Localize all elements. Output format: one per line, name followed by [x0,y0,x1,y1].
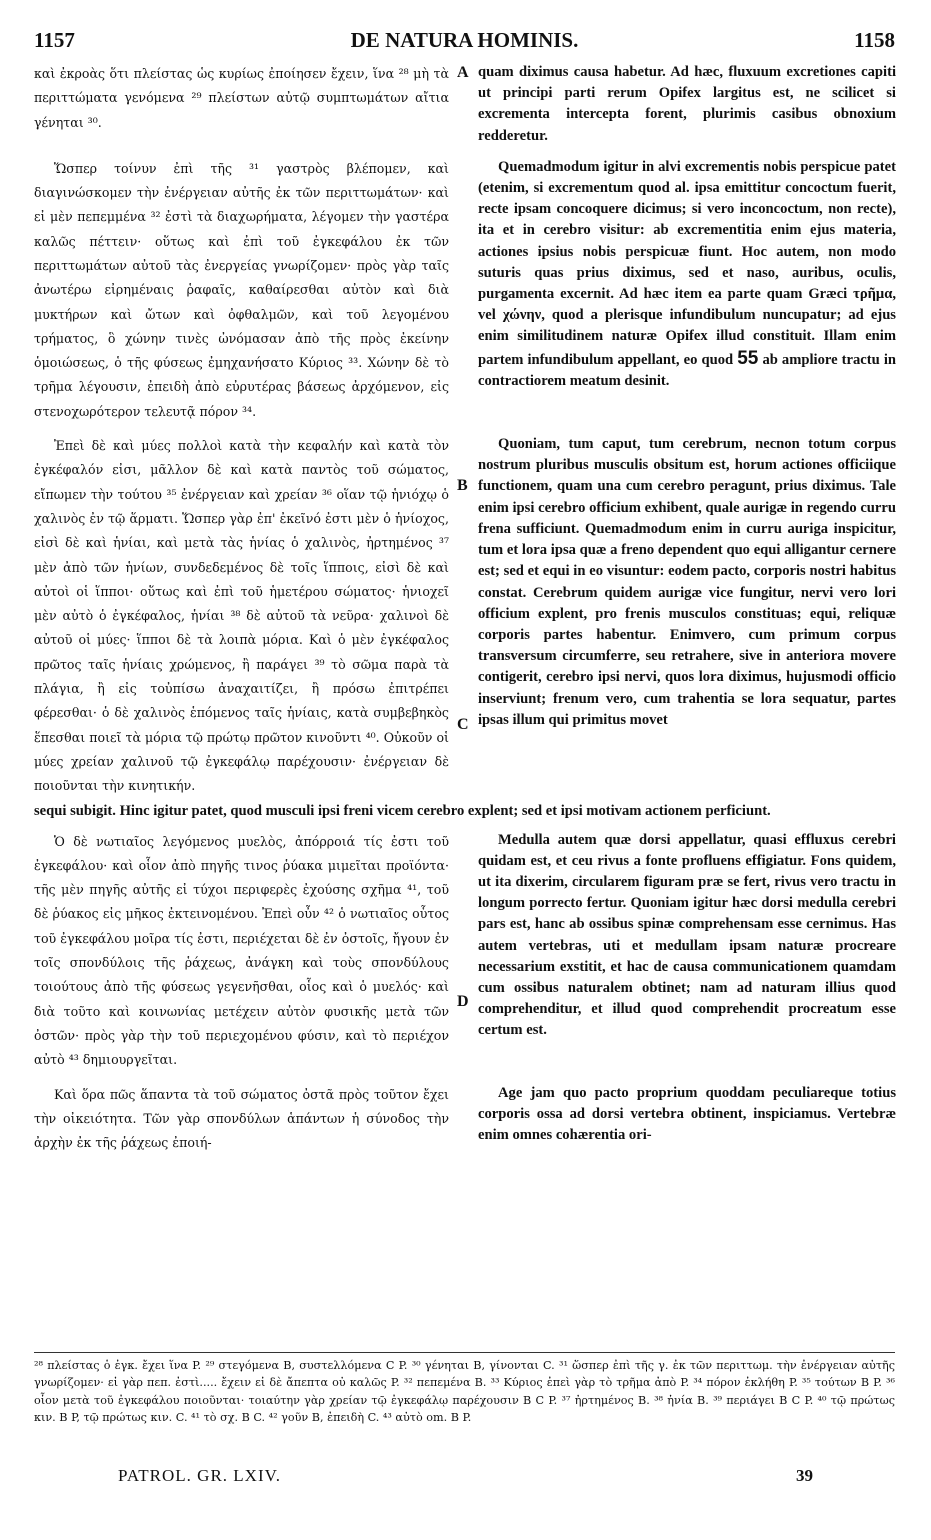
greek-column: Ὁ δὲ νωτιαῖος λεγόμενος μυελὸς, ἀπόρροιά τίς ἐστι τοῦ ἐγκεφάλου· καὶ οἷον ἀπὸ πηγῆς τινος ῥύακα μιμεῖται προϊόντα· τῆς μὲν πηγῆς αὐτῆς εἰ τύχοι περιφερὲς ἐχούσης σχῆμα ⁴¹, τοῦ δὲ ῥύακος εἰς μῆκος ἐκτεινομένου. Ἐπεὶ οὖν ⁴² ὁ νωτιαῖος οὗτος τοῦ ἐγκεφάλου μοῖρα τίς ἐστι, περιέχεται δὲ ἐν ὀστοῖς, ἤγουν ἐν τοῖς σπονδύλοις τῆς ῥάχεως, ἀνάγκη καὶ τοὺς σπονδύλους τοιούτους ἀπὸ τῆς φύσεως γεγενῆσθαι, οἷος καὶ ὁ μυελός· καὶ διὰ τοῦτο καὶ κοινωνίας μετέχειν αὐτὸν φυσικῆς μετὰ τῶν ὀστῶν· πρὸς γὰρ τὴν τοῦ περιεχομένου φύσιν, καὶ τὸ περιέχον αὐτὸ ⁴³ δημιουργεῖται. [34,833,449,1068]
latin-text-part: Quemadmodum igitur in alvi excrementis nobis perspicue patet (etenim, si excrementum quod al. ipsa emittitur concoctum fuerit, recte ipsam concoquere dicimus; si vero inconcoctum, non recte), ita et in cerebro visitur: ab excrementitia enim ejus materia, actiones ipsius nobis perspicuæ fiunt. Hoc autem, non modo suturis quas prius diximus, sed et naso, auribus, oculis, purgamenta excernit. Ad hæc item ea parte quam Græci τρῆμα, vel χώνην, quod a plerisque infundibulum nuncupatur; ad ejus enim similitudinem naturæ Opifex illud constituit. Illam enim partem infundibulum appellant, eo quod [478,158,896,368]
running-title: DE NATURA HOMINIS. [350,28,579,52]
section-marker-c: C [457,716,469,734]
latin-column: Quoniam, tum caput, tum cerebrum, necnon totum corpus nostrum pluribus musculis obsitum est, horum actiones officiique functionem, quam una cum cerebro peragunt, prius diximus. Tale enim ipsi cerebro officium exhibent, quale aurigæ in regendo curru frena sufficiunt. Quemadmodum enim in curru auriga inspicitur, tum et lora ipsa quæ a freno dependent quo equi alligantur cernere est; sed et equi in eo visuntur: eodem pacto, corporis nostri habitus constat. Cerebrum quidem aurigæ vice fungitur, nervi vero lori officium explent, pro frenis musculos constituas; equi, reliquæ corporis partes habentur. Enimvero, cum primum corpus transversum circumferre, seu retrahere, sive in anteriora movere contigerit, cerebro ipsi nervi, quos lora diximus, hujusmodi officio inserviunt; frenum vero, cum trahentia se lora sequatur, partes ipsas illum qui primitus movet [478,436,896,728]
latin-column: Medulla autem quæ dorsi appellatur, quasi effluxus cerebri quidam est, et ceu rivus a fonte profluens effigiatur. Fons quidem, ut ita dixerim, circularem figuram præ se fert, rivus vero tractu in longum porrecto fertur. Quoniam igitur hæc dorsi medulla cerebri pars est, hanc ab ossibus spinæ comprehensam esse cernimus. Has autem vertebras, uti et medullam ipsam naturæ procreare necessarium exstitit, et hac de causa communicationem quamdam cum ossibus naturalem obtinet; nam ad naturam illius quod comprehenditur, et illud quod comprehendit procreatum esse certum est. [478,831,896,1039]
section-marker-b: B [457,476,468,494]
paragraph-block-3 [34,434,896,798]
greek-column: Ὥσπερ τοίνυν ἐπὶ τῆς ³¹ γαστρὸς βλέπομεν, καὶ διαγινώσκομεν τὴν ἐνέργειαν αὐτῆς ἐκ τῶν περιττωμάτων· καὶ εἰ μὲν πεπεμμένα ³² ἐστὶ τὰ διαχωρήματα, λέγομεν τὴν γαστέρα καλῶς πέττειν· οὕτως καὶ ἐπὶ τοῦ ἐγκεφάλου ἐκ τῶν περιττωμάτων αὐτοῦ τὰς ἐνεργείας γνωρίζομεν· πρὸς γὰρ ταῖς ἀνωτέρω εἰρημέναις ῥαφαῖς, καθαίρεσθαι αὐτὸν καὶ διὰ μυκτήρων καὶ ὤτων καὶ ὀφθαλμῶν, καὶ τοῦ λεγομένου τρήματος, ὃ χώνην τινὲς ὠνόμασαν ἀπὸ τῆς πρὸς ἐκείνην ὁμοιώσεως, ὁ τῆς φύσεως ἐμηχανήσατο Κύριος ³³. Χώνην δὲ τὸ τρῆμα λέγουσιν, ἐπειδὴ ἀπὸ εὐρυτέρας βάσεως ἀρχόμενον, εἰς στενοχωρότερον τελευτᾷ πόρον ³⁴. [34,160,449,419]
page-header [34,28,895,58]
section-marker-d: D [457,992,469,1010]
full-width-line: sequi subigit. Hinc igitur patet, quod musculi ipsi freni vicem cerebro explent; sed et ipsi motivam actionem perficiunt. [34,802,771,819]
column-number-55: 55 [737,347,759,369]
greek-column: Καὶ ὅρα πῶς ἅπαντα τὰ τοῦ σώματος ὀστᾶ πρὸς τοῦτον ἔχει τὴν οἰκειότητα. Τῶν γὰρ σπονδύλων ἁπάντων ἡ σύνοδος τὴν ἀρχὴν ἐκ τῆς ῥάχεως ἐποιή- [34,1086,449,1151]
section-marker-a: A [457,64,469,81]
paragraph-block-1 [34,62,896,147]
volume-signature: PATROL. GR. LXIV. [118,1466,281,1485]
paragraph-block-2 [34,157,896,494]
sheet-number: 39 [796,1466,813,1485]
page-number-right: 1158 [854,28,895,52]
two-column-text [34,62,896,1155]
paragraph-block-5 [34,1083,896,1156]
paragraph-block-4 [34,830,896,1073]
greek-column: καὶ ἐκροὰς ὅτι πλείστας ὡς κυρίως ἐποίησεν ἔχειν, ἵνα ²⁸ μὴ τὰ περιττώματα γενόμενα ²⁹ πλείστων αὐτῷ συμπτωμάτων αἴτια γένηται ³⁰. [34,66,449,130]
latin-column: Age jam quo pacto proprium quoddam peculiareque totius corporis ossa ad dorsi vertebra obtinent, inspiciamus. Vertebræ enim omnes cohærentia ori- [478,1084,896,1143]
latin-column: quam diximus causa habetur. Ad hæc, fluxuum excretiones capiti ut principi parti rerum Opifex largitus est, ne scilicet si excrementa intercepta forent, plurimis casibus obnoxium redderetur. [478,64,896,144]
page-footer [118,1466,813,1496]
greek-column: Ἐπεὶ δὲ καὶ μύες πολλοὶ κατὰ τὴν κεφαλήν καὶ κατὰ τὸν ἐγκέφαλόν εἰσι, μᾶλλον δὲ καὶ κατὰ παντὸς τοῦ σώματος, εἴπωμεν τὴν τούτου ³⁵ ἐνέργειαν καὶ χρείαν ³⁶ οἵαν τῷ ἡνιόχῳ ὁ χαλινὸς ἐν τῷ ἅρματι. Ὥσπερ γὰρ ἐπ' ἐκεῖνό ἐστι μὲν ὁ ἡνίοχος, εἰσὶ δὲ καὶ ἡνίαι, καὶ μετὰ τὰς ἡνίας ὁ χαλινὸς, ἠρτημένος ³⁷ μὲν ἀπὸ τῶν ἡνίων, συνδεδεμένος δὲ τοῖς ἵπποις, εἰσὶ δὲ καὶ αὐτοὶ οἱ ἵπποι· οὕτως καὶ ἐπὶ τοῦ ἡμετέρου σώματος· ἡνιοχεῖ μὲν αὐτὸ ὁ ἐγκέφαλος, ἡνίαι ³⁸ δὲ αὐτοῦ τὰ νεῦρα· χαλινοὶ δὲ αὐτοῦ οἱ μύες· ἵπποι δὲ τὰ λοιπὰ μόρια. Καὶ ὁ μὲν ἐγκέφαλος πρῶτος ταῖς ἡνίαις χρώμενος, ἢ παράγει ³⁹ τὸ σῶμα παρὰ τὰ πλάγια, ἢ εἰς τοὐπίσω ἀναχαιτίζει, ἢ πρόσω ἐπιτρέπει φέρεσθαι· ὁ δὲ χαλινὸς ἑπόμενος ταῖς ἡνίαις, κατὰ συμβεβηκὸς ἕπεσθαι ποιεῖ τὰ μόρια τῷ πρώτῳ πρῶτον κινοῦντι ⁴⁰. Οὐκοῦν οἱ μύες χρείαν χαλινοῦ τῷ ἐγκεφάλῳ παρέχουσιν· ἐνέργειαν δὲ ποιοῦνται τὴν κινητικήν. [34,438,449,794]
latin-text-part: ab ampliore tractu in contractiorem meatum desinit. [478,351,896,389]
page-number-left: 1157 [34,28,75,52]
latin-column [478,157,896,424]
footnotes: ²⁸ πλείστας ὁ ἐγκ. ἔχει ἵνα P. ²⁹ στεγόμενα B, συστελλόμενα C P. ³⁰ γένηται B, γίνονται C. ³¹ ὥσπερ ἐπὶ τῆς γ. ἐκ τῶν περιττωμ. τὴν ἐνέργειαν αὐτῆς γνωρίζομεν· εἰ γὰρ πεπ. ἐστὶ..... ἔχειν εἰ δὲ ἄπεπτα οὐ καλῶς P. ³² πεπεμένα B. ³³ Κύριος ἐπεὶ γὰρ τὸ τρῆμα ἀπὸ P. ³⁴ πόρον ἐκλήθη P. ³⁵ τούτων B P. ³⁶ οἷον μετὰ τοῦ ἐγκεφάλου ποιοῦνται· τοιαύτην γὰρ χρείαν τῷ ἐγκεφάλῳ παρέχουσιν B C P. ³⁷ ἠρτημένος B. ³⁸ ἡνία B. ³⁹ περιάγει B C P. ⁴⁰ τῷ πρώτως κιν. B P, τῷ πρώτως κιν. C. ⁴¹ τὸ σχ. B C. ⁴² γοῦν B, ἐπειδὴ C. ⁴³ αὐτὸ om. B P. [34,1352,895,1426]
